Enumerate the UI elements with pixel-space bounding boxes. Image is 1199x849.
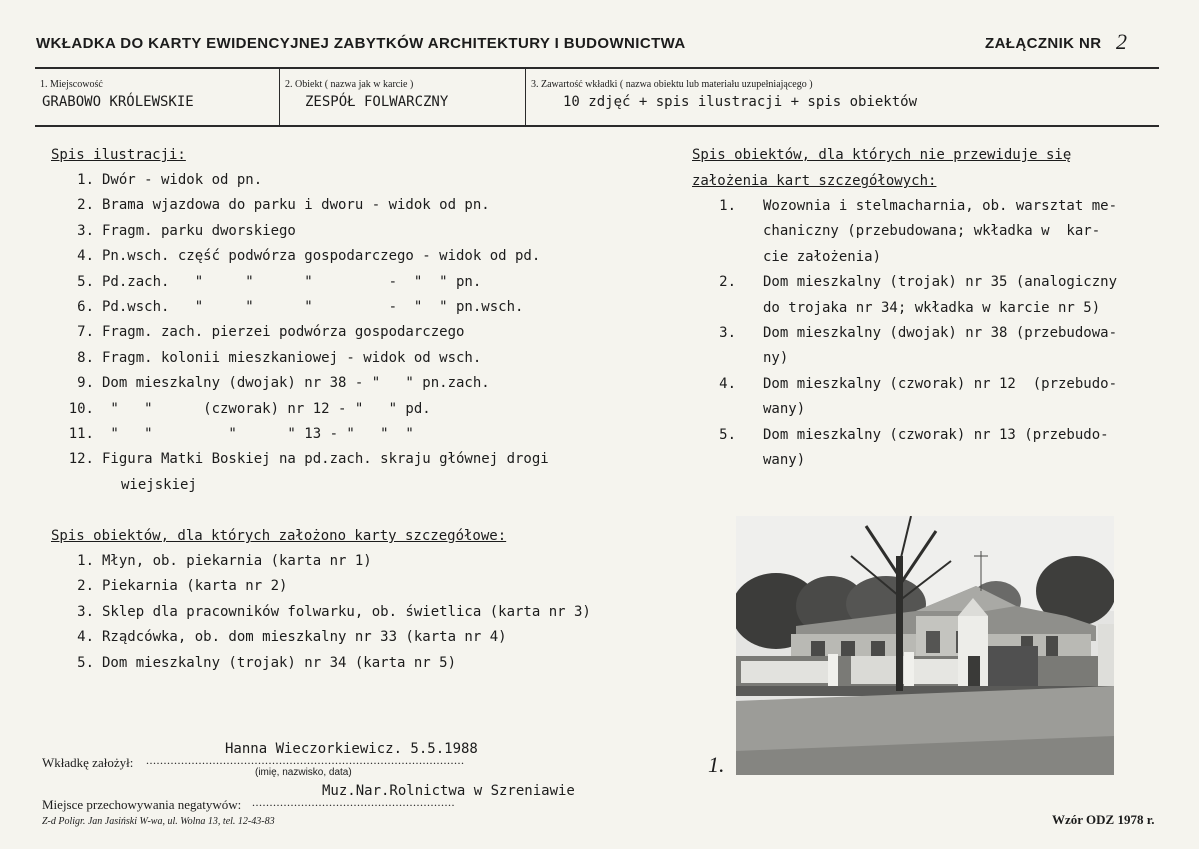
illustration-item-text: Brama wjazdowa do parku i dworu - widok od pn. [102, 197, 490, 214]
place-value: GRABOWO KRÓLEWSKIE [42, 94, 194, 110]
annex-number: 2 [1116, 29, 1127, 54]
object-value: ZESPÓŁ FOLWARCZNY [305, 94, 449, 110]
field-divider-2 [525, 68, 526, 126]
illustration-item-number: 6. [77, 299, 94, 315]
no-card-object-line-text: cie założenia) [763, 248, 882, 265]
illustration-item-number: 3. [77, 222, 94, 239]
founder-value: Hanna Wieczorkiewicz. 5.5.1988 [225, 741, 478, 757]
illustration-item-number: 1. [77, 172, 94, 188]
illustration-item-number: 7. [77, 324, 94, 341]
illustration-item-text: " " (czworak) nr 12 - " " pd. [102, 400, 431, 417]
illustration-item-number: 11. [68, 426, 94, 442]
contents-label: 3. Zawartość wkładki ( nazwa obiektu lub materiału uzupełniającego ) [531, 79, 813, 90]
illustration-item-text: Dwór - widok od pn. [102, 172, 263, 188]
card-object-item-text: Młyn, ob. piekarnia (karta nr 1) [102, 553, 372, 569]
storage-value: Muz.Nar.Rolnictwa w Szreniawie [322, 783, 575, 799]
no-card-object-line-text: do trojaka nr 34; wkładka w karcie nr 5) [763, 299, 1101, 316]
illustration-item-number: 5. [77, 273, 94, 290]
no-card-object-line-number: 4. [719, 375, 736, 392]
illustration-item-number: 9. [77, 375, 94, 392]
no-card-object-line-text: Wozownia i stelmacharnia, ob. warsztat me- [763, 198, 1118, 214]
illustration-item-text: " " " " 13 - " " " [102, 426, 414, 442]
no-card-object-line-number: 2. [719, 274, 736, 291]
illustration-item-text: Fragm. parku dworskiego [102, 222, 296, 239]
no-card-objects-title-2: założenia kart szczegółowych: [692, 173, 937, 189]
no-card-objects-title-1: Spis obiektów, dla których nie przewiduje się [692, 147, 1072, 163]
no-card-object-line-text: Dom mieszkalny (czworak) nr 12 (przebudo- [763, 375, 1118, 392]
photo-manor-gate [736, 516, 1114, 775]
no-card-object-line-text: Dom mieszkalny (dwojak) nr 38 (przebudowa- [763, 325, 1118, 341]
illustration-item-text: Fragm. zach. pierzei podwórza gospodarczego [102, 324, 465, 341]
illustration-item-number: 8. [77, 349, 94, 366]
photo-number: 1. [708, 752, 725, 777]
card-object-item-number: 2. [77, 578, 94, 595]
object-label: 2. Obiekt ( nazwa jak w karcie ) [285, 79, 414, 90]
annex-label: ZAŁĄCZNIK NR [985, 35, 1102, 52]
card-objects-title: Spis obiektów, dla których założono karty szczegółowe: [51, 528, 507, 544]
card-object-item-number: 4. [77, 629, 94, 646]
card-title: WKŁADKA DO KARTY EWIDENCYJNEJ ZABYTKÓW ARCHITEKTURY I BUDOWNICTWA [36, 35, 686, 52]
illustration-item-text: Pn.wsch. część podwórza gospodarczego - widok od pd. [102, 248, 541, 265]
form-code: Wzór ODZ 1978 r. [1052, 812, 1155, 827]
field-divider-1 [279, 68, 280, 126]
header-rule-bottom [35, 125, 1159, 127]
illustration-item-text: Pd.zach. " " " - " " pn. [102, 273, 482, 290]
founder-hint: (imię, nazwisko, data) [255, 767, 352, 778]
no-card-object-line-text: Dom mieszkalny (czworak) nr 13 (przebudo- [763, 426, 1109, 443]
illustration-continuation: wiejskiej [121, 477, 197, 493]
no-card-object-line-number: 5. [719, 426, 736, 443]
illustration-item-text: Figura Matki Boskiej na pd.zach. skraju głównej drogi [102, 451, 549, 468]
card-object-item-number: 1. [77, 553, 94, 569]
no-card-object-line-text: wany) [763, 401, 806, 418]
illustration-item-number: 2. [77, 197, 94, 214]
illustrations-title: Spis ilustracji: [51, 147, 186, 163]
printer-info: Z-d Poligr. Jan Jasiński W-wa, ul. Wolna 13, tel. 12-43-83 [42, 816, 275, 827]
no-card-object-line-number: 3. [719, 325, 736, 341]
illustration-item-text: Pd.wsch. " " " - " " pn.wsch. [102, 299, 524, 315]
no-card-object-line-text: ny) [763, 350, 789, 367]
no-card-object-line-number: 1. [719, 198, 736, 214]
card-object-item-text: Dom mieszkalny (trojak) nr 34 (karta nr 5) [102, 654, 457, 671]
no-card-object-line-text: chaniczny (przebudowana; wkładka w kar- [763, 223, 1101, 240]
illustration-item-number: 4. [77, 248, 94, 265]
founder-label: Wkładkę założył: [42, 755, 134, 770]
illustration-item-number: 10. [68, 400, 94, 417]
founder-dotted-line: ........................................................................................... [146, 753, 465, 767]
card-object-item-text: Rządcówka, ob. dom mieszkalny nr 33 (karta nr 4) [102, 629, 507, 646]
storage-label: Miejsce przechowywania negatywów: [42, 797, 242, 812]
header-rule-top [35, 67, 1159, 69]
storage-dotted-line: .......................................................... [252, 795, 455, 809]
illustration-item-number: 12. [68, 451, 94, 468]
card-object-item-number: 5. [77, 654, 94, 671]
illustration-item-text: Dom mieszkalny (dwojak) nr 38 - " " pn.zach. [102, 375, 490, 392]
card-object-item-text: Sklep dla pracowników folwarku, ob. świetlica (karta nr 3) [102, 603, 591, 620]
place-label: 1. Miejscowość [40, 79, 103, 90]
illustration-item-text: Fragm. kolonii mieszkaniowej - widok od wsch. [102, 349, 482, 366]
no-card-object-line-text: Dom mieszkalny (trojak) nr 35 (analogiczny [763, 274, 1118, 291]
contents-value: 10 zdjęć + spis ilustracji + spis obiektów [563, 94, 918, 110]
card-object-item-number: 3. [77, 603, 94, 620]
card-object-item-text: Piekarnia (karta nr 2) [102, 578, 288, 595]
no-card-object-line-text: wany) [763, 452, 806, 468]
